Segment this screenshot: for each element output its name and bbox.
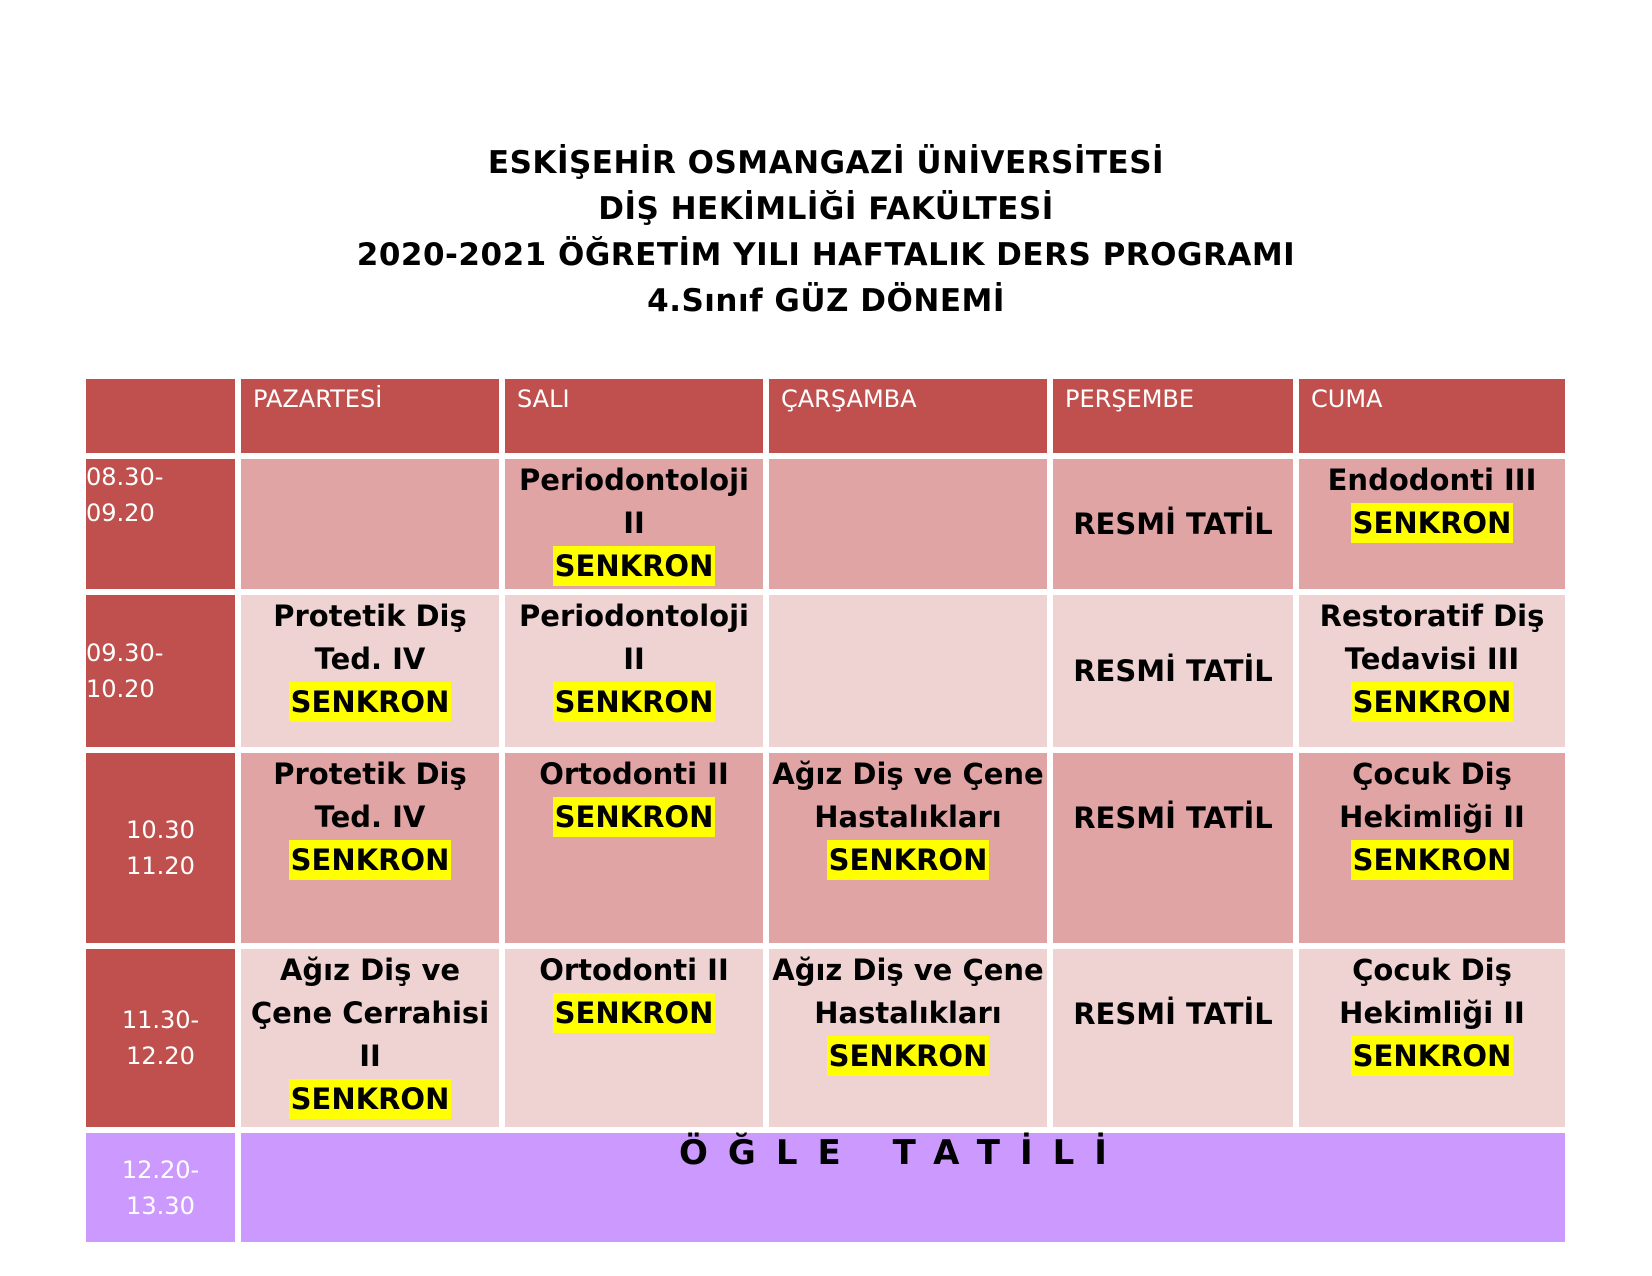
table-row (83, 946, 1568, 1130)
schedule-cell (238, 946, 502, 1130)
course-name: Ortodonti II (539, 953, 729, 987)
course-name: Ağız Diş ve Çene Cerrahisi II (250, 953, 490, 1073)
day-header-friday: CUMA (1296, 376, 1568, 456)
course-name: Restoratif Diş Tedavisi III (1319, 599, 1545, 676)
schedule-table (80, 373, 1571, 1248)
sync-badge: SENKRON (289, 682, 452, 722)
schedule-cell (502, 946, 766, 1130)
day-header-thursday: PERŞEMBE (1050, 376, 1296, 456)
schedule-cell (502, 456, 766, 592)
course-name: Ağız Diş ve Çene Hastalıkları (772, 757, 1044, 834)
schedule-cell (238, 456, 502, 592)
day-header-wednesday: ÇARŞAMBA (766, 376, 1050, 456)
lunch-time-cell (83, 1130, 238, 1245)
course-name: Ağız Diş ve Çene Hastalıkları (772, 953, 1044, 1030)
schedule-cell (1296, 456, 1568, 592)
time-end: 12.20 (126, 1042, 195, 1070)
sync-badge: SENKRON (827, 840, 990, 880)
schedule-cell (502, 592, 766, 750)
faculty-name: DİŞ HEKİMLİĞİ FAKÜLTESİ (598, 191, 1054, 227)
schedule-cell (502, 750, 766, 946)
course-name: RESMİ TATİL (1073, 801, 1273, 835)
day-header-monday: PAZARTESİ (238, 376, 502, 456)
schedule-cell (238, 750, 502, 946)
course-name: RESMİ TATİL (1073, 506, 1273, 541)
schedule-cell (238, 592, 502, 750)
time-start: 09.30- (86, 639, 164, 667)
day-header-tuesday: SALI (502, 376, 766, 456)
schedule-cell (766, 592, 1050, 750)
university-name: ESKİŞEHİR OSMANGAZİ ÜNİVERSİTESİ (487, 145, 1165, 181)
sync-badge: SENKRON (1351, 1036, 1514, 1076)
lunch-row (83, 1130, 1568, 1245)
course-name: Periodontoloji II (519, 599, 749, 676)
lunch-break-label: ÖĞLE TATİLİ (238, 1130, 1568, 1245)
document-title (0, 140, 1652, 324)
corner-cell (83, 376, 238, 456)
program-title: 2020-2021 ÖĞRETİM YILI HAFTALIK DERS PROGRAMI (356, 237, 1296, 273)
time-start: 08.30- (86, 463, 164, 491)
course-name: Ortodonti II (539, 757, 729, 791)
schedule-cell (1296, 946, 1568, 1130)
sync-badge: SENKRON (553, 682, 716, 722)
schedule-cell (1296, 592, 1568, 750)
schedule-cell (766, 750, 1050, 946)
schedule-cell (1050, 592, 1296, 750)
course-name: Protetik Diş Ted. IV (273, 599, 467, 676)
header-row (83, 376, 1568, 456)
lunch-time-start: 12.20- (121, 1155, 200, 1184)
time-end: 10.20 (86, 675, 155, 703)
course-name: Çocuk Diş Hekimliği II (1339, 953, 1525, 1030)
sync-badge: SENKRON (289, 840, 452, 880)
sync-badge: SENKRON (1351, 682, 1514, 722)
sync-badge: SENKRON (289, 1079, 452, 1119)
course-name: Çocuk Diş Hekimliği II (1339, 757, 1525, 834)
schedule-cell (1296, 750, 1568, 946)
lunch-time-end: 13.30 (126, 1191, 195, 1220)
course-name: Protetik Diş Ted. IV (273, 757, 467, 834)
sync-badge: SENKRON (553, 993, 716, 1033)
sync-badge: SENKRON (1351, 503, 1514, 543)
term-title: 4.Sınıf GÜZ DÖNEMİ (647, 283, 1005, 319)
time-start: 11.30- (121, 1006, 200, 1034)
sync-badge: SENKRON (1351, 840, 1514, 880)
course-name: RESMİ TATİL (1073, 653, 1273, 688)
schedule-cell (766, 456, 1050, 592)
sync-badge: SENKRON (553, 797, 716, 837)
schedule-cell (1050, 456, 1296, 592)
course-name: Periodontoloji II (519, 463, 749, 540)
schedule-cell (766, 946, 1050, 1130)
schedule-cell (1050, 946, 1296, 1130)
sync-badge: SENKRON (553, 546, 716, 586)
table-row (83, 456, 1568, 592)
time-cell (83, 592, 238, 750)
table-row (83, 750, 1568, 946)
table-row (83, 592, 1568, 750)
time-cell (83, 750, 238, 946)
course-name: RESMİ TATİL (1073, 997, 1273, 1031)
time-start: 10.30 (126, 816, 195, 844)
time-cell (83, 456, 238, 592)
course-name: Endodonti III (1327, 463, 1537, 497)
time-end: 11.20 (126, 852, 195, 880)
sync-badge: SENKRON (827, 1036, 990, 1076)
time-cell (83, 946, 238, 1130)
time-end: 09.20 (86, 499, 155, 527)
schedule-cell (1050, 750, 1296, 946)
